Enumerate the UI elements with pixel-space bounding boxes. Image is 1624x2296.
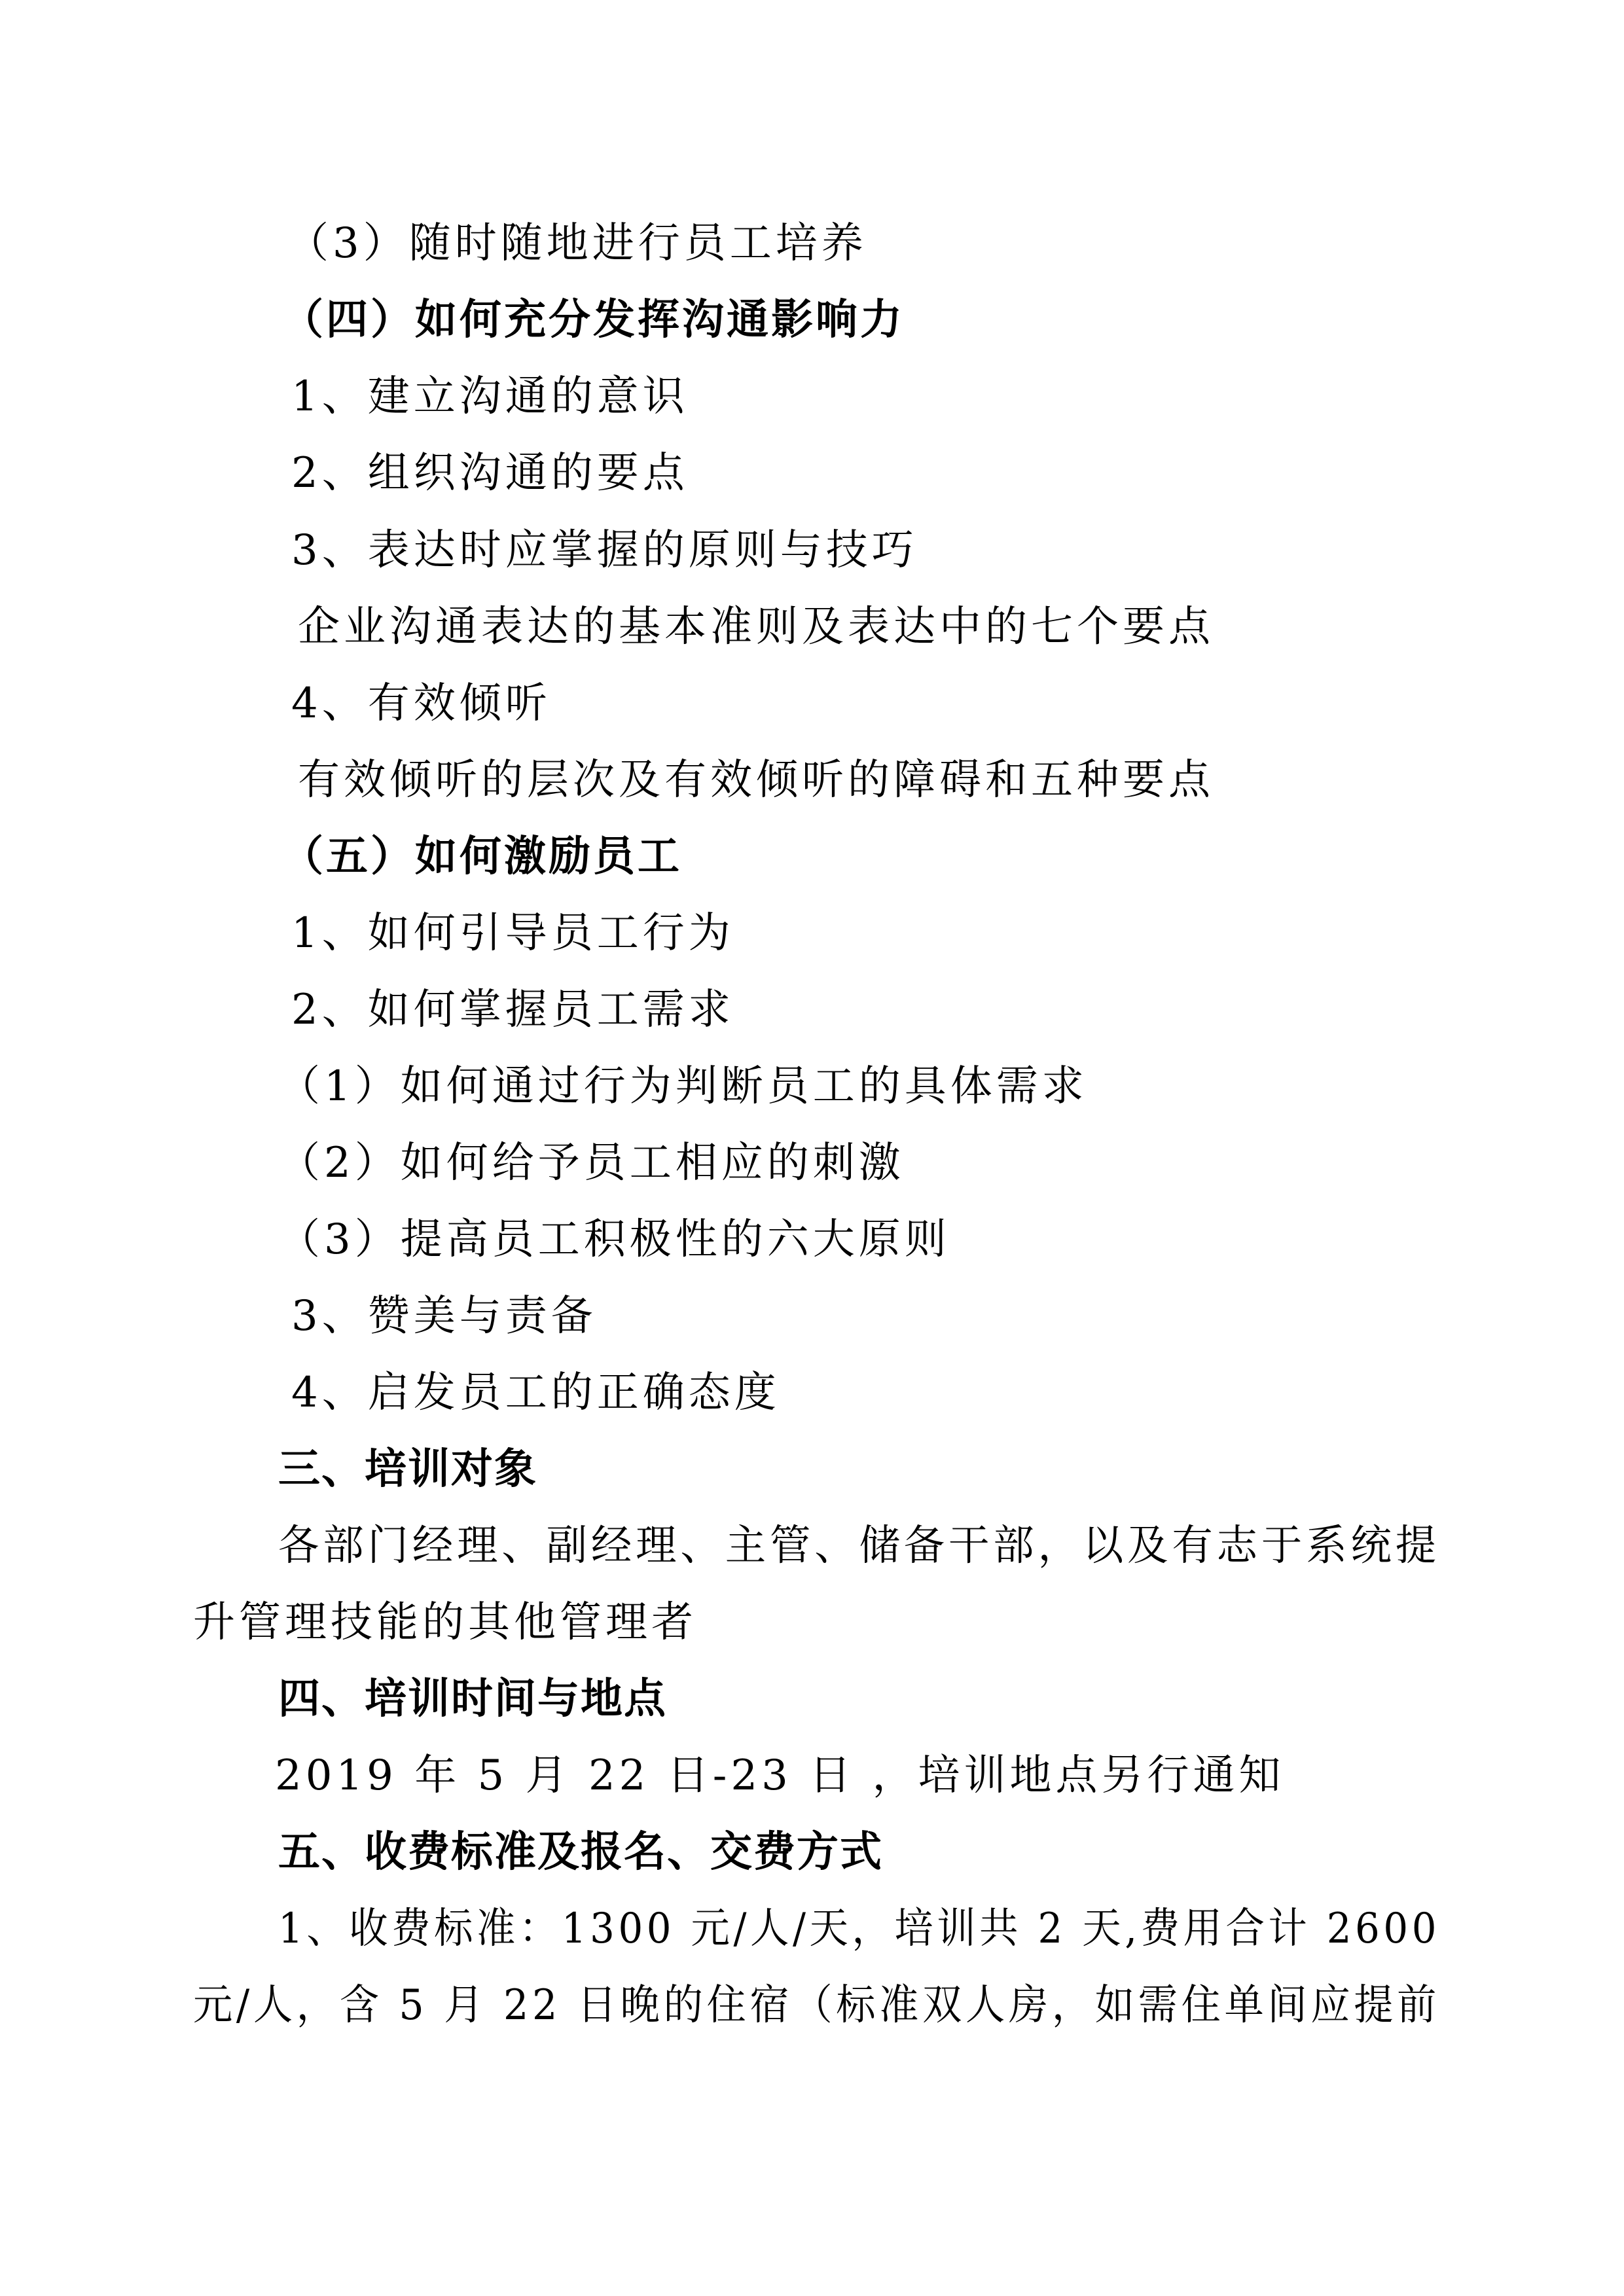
section-four-body: 2019 年 5 月 22 日-23 日 ，培训地点另行通知	[275, 1751, 1285, 1800]
section-five-body-1: 1、收费标准：1300 元/人/天，培训共 2 天,费用合计 2600	[278, 1905, 1441, 1953]
section-three-body-1: 各部门经理、副经理、主管、储备干部，以及有志于系统提	[278, 1522, 1440, 1570]
section-three-body-2: 升管理技能的其他管理者	[193, 1598, 697, 1647]
subheading-four-communication: （四）如何充分发挥沟通影响力	[281, 296, 905, 344]
item-2-2: （2）如何给予员工相应的刺激	[278, 1139, 905, 1187]
item-3-principles: 3、表达时应掌握的原则与技巧	[291, 526, 918, 575]
section-five-heading: 五、收费标准及报名、交费方式	[278, 1828, 883, 1876]
item-3-cultivate: （3）随时随地进行员工培养	[287, 219, 867, 268]
item-4-listening: 4、有效倾听	[291, 679, 551, 728]
item-2-1: （1）如何通过行为判断员工的具体需求	[278, 1062, 1088, 1111]
item-2-needs: 2、如何掌握员工需求	[291, 986, 734, 1034]
item-2-3: （3）提高员工积极性的六大原则	[278, 1215, 950, 1264]
item-2-key-points: 2、组织沟通的要点	[291, 449, 689, 497]
item-1-awareness: 1、建立沟通的意识	[291, 372, 689, 421]
section-three-heading: 三、培训对象	[278, 1445, 537, 1494]
item-3-detail: 企业沟通表达的基本准则及表达中的七个要点	[298, 603, 1214, 651]
item-4-attitude: 4、启发员工的正确态度	[291, 1369, 780, 1417]
item-4-detail: 有效倾听的层次及有效倾听的障碍和五种要点	[298, 756, 1214, 804]
item-1-guide-behavior: 1、如何引导员工行为	[291, 909, 734, 958]
section-four-heading: 四、培训时间与地点	[278, 1675, 667, 1723]
item-3-praise: 3、赞美与责备	[291, 1292, 597, 1340]
section-five-body-2: 元/人，含 5 月 22 日晚的住宿（标准双人房，如需住单间应提前	[193, 1981, 1441, 2030]
subheading-five-motivation: （五）如何激励员工	[281, 833, 682, 881]
